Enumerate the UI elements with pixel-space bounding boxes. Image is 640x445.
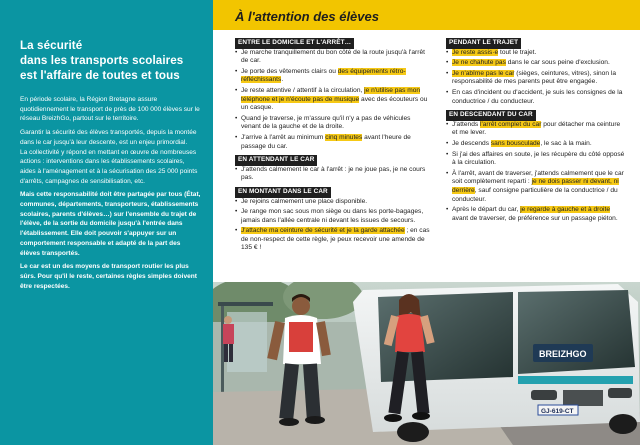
intro-panel (0, 0, 213, 445)
bus-stop-photo (213, 282, 640, 445)
highlight: je regarde à gauche et à droite (520, 206, 610, 214)
rule-item: • Je marche tranquillement du bon côté de la route jusqu'à l'arrêt de car. (235, 49, 431, 66)
highlight: l'arrêt complet du car (480, 120, 542, 128)
section-getting-off (446, 110, 626, 223)
rule-item: • Quand je traverse, je m'assure qu'il n'y a pas de véhicules venant de la gauche et de la droite. (235, 115, 431, 132)
intro-paragraph: La collectivité y répond en mettant en œuvre de nombreuses actions : interventions dans les établissements scolaires, aides à l'aménagement et à la sécurisation des 25 000 points d'arrêts, campagnes de sensibilisation, etc. (20, 148, 198, 185)
intro-paragraph-bold: Le car est un des moyens de transport routier les plus sûrs. Pour qu'il le reste, certaines règles simples doivent être respectées. (20, 263, 197, 290)
rule-item: • À l'arrêt, avant de traverser, j'attends calmement que le car soit complètement reparti : je ne dois passer ni devant, ni derrière, sauf consigne particulière de la conductrice / du conducteur. (446, 170, 626, 204)
highlight: des équipements rétro-réfléchissants (241, 67, 406, 84)
section-title: EN DESCENDANT DU CAR (446, 110, 536, 121)
section-home-to-stop (235, 38, 431, 151)
rules-column-right (446, 38, 626, 227)
rule-item: • J'attache ma ceinture de sécurité et je la garde attachée ; en cas de non-respect de cette règle, je peux recevoir une amende de 135 € ! (235, 227, 431, 253)
rule-item: • J'arrive à l'arrêt au minimum cinq minutes avant l'heure de passage du car. (235, 134, 431, 151)
rule-item: • Je range mon sac sous mon siège ou dans les porte-bagages, jamais dans l'allée centrale ni devant les issues de secours. (235, 208, 431, 225)
rules-panel (213, 0, 640, 445)
highlight: je n'utilise pas mon téléphone et je n'écoute pas de musique (241, 86, 421, 103)
rule-item: • Après le départ du car, je regarde à gauche et à droite avant de traverser, de préférence sur un passage piéton. (446, 206, 626, 223)
section-boarding (235, 187, 431, 253)
highlight: Je ne chahute pas (452, 59, 506, 67)
highlight: sans bousculade (490, 139, 541, 147)
title-line: La sécurité (20, 39, 83, 52)
highlight: je ne dois passer ni devant, ni derrière (452, 178, 619, 194)
rule-item: • Je reste attentive / attentif à la circulation, je n'utilise pas mon téléphone et je n'écoute pas de musique avec des écouteurs ou un casque. (235, 87, 431, 113)
intro-paragraph: En période scolaire, la Région Bretagne assure quotidiennement le transport de près de 100 000 élèves sur le réseau BreizhGo, partout sur le territoire. (20, 96, 200, 123)
rule-item: • Je descends sans bousculade, le sac à la main. (446, 140, 626, 149)
bus-brand-label: BREIZHGO (539, 349, 587, 359)
rule-item: • J'attends l'arrêt complet du car pour détacher ma ceinture et me lever. (446, 121, 626, 138)
intro-paragraph-bold: Mais cette responsabilité doit être partagée par tous (État, communes, départements, transporteurs, établissements scolaires, parents d'élèves…) sur l'ensemble du trajet de l'élève, de la sortie du domicile jusqu'à l'entrée dans l'établissement. Elle doit pouvoir s'appuyer sur un comportement responsable et adapté de la part des élèves transportés. (20, 191, 201, 257)
section-title: EN MONTANT DANS LE CAR (235, 187, 331, 198)
rule-item: • Si j'ai des affaires en soute, je les récupère du côté opposé à la circulation. (446, 151, 626, 168)
section-title: PENDANT LE TRAJET (446, 38, 521, 49)
section-title: ENTRE LE DOMICILE ET L'ARRÊT… (235, 38, 354, 49)
intro-paragraph: Garantir la sécurité des élèves transportés, depuis la montée dans le car jusqu'à leur descente, est un enjeu primordial. (20, 129, 197, 146)
page-title: À l'attention des élèves (235, 9, 379, 24)
rule-item: • J'attends calmement le car à l'arrêt : je ne joue pas, je ne cours pas. (235, 166, 431, 183)
section-title: EN ATTENDANT LE CAR (235, 155, 317, 166)
intro-title (20, 38, 201, 83)
highlight: Je n'abîme pas le car (452, 69, 515, 77)
section-waiting (235, 155, 431, 183)
highlight: J'attache ma ceinture de sécurité et je la garde attachée (241, 227, 405, 235)
rules-column-left (235, 38, 431, 257)
highlight: Je reste assis·e (452, 48, 499, 56)
rule-item: • Je reste assis·e tout le trajet. (446, 49, 626, 58)
heading-bar (213, 0, 640, 30)
rule-item: • En cas d'incident ou d'accident, je suis les consignes de la conductrice / du conducteur. (446, 89, 626, 106)
title-line: est l'affaire de toutes et tous (20, 69, 180, 82)
section-during-trip (446, 38, 626, 106)
rule-item: • Je ne chahute pas dans le car sous peine d'exclusion. (446, 59, 626, 68)
title-line: dans les transports scolaires (20, 54, 184, 67)
photo-illustration (213, 282, 640, 445)
rule-item: • Je rejoins calmement une place disponible. (235, 198, 431, 207)
rule-item: • Je porte des vêtements clairs ou des équipements rétro-réfléchissants. (235, 68, 431, 85)
rule-item: • Je n'abîme pas le car (sièges, ceintures, vitres), sinon la responsabilité de mes parents peut être engagée. (446, 70, 626, 87)
plate-label: GJ-619-CT (541, 408, 574, 415)
highlight: cinq minutes (325, 133, 363, 141)
